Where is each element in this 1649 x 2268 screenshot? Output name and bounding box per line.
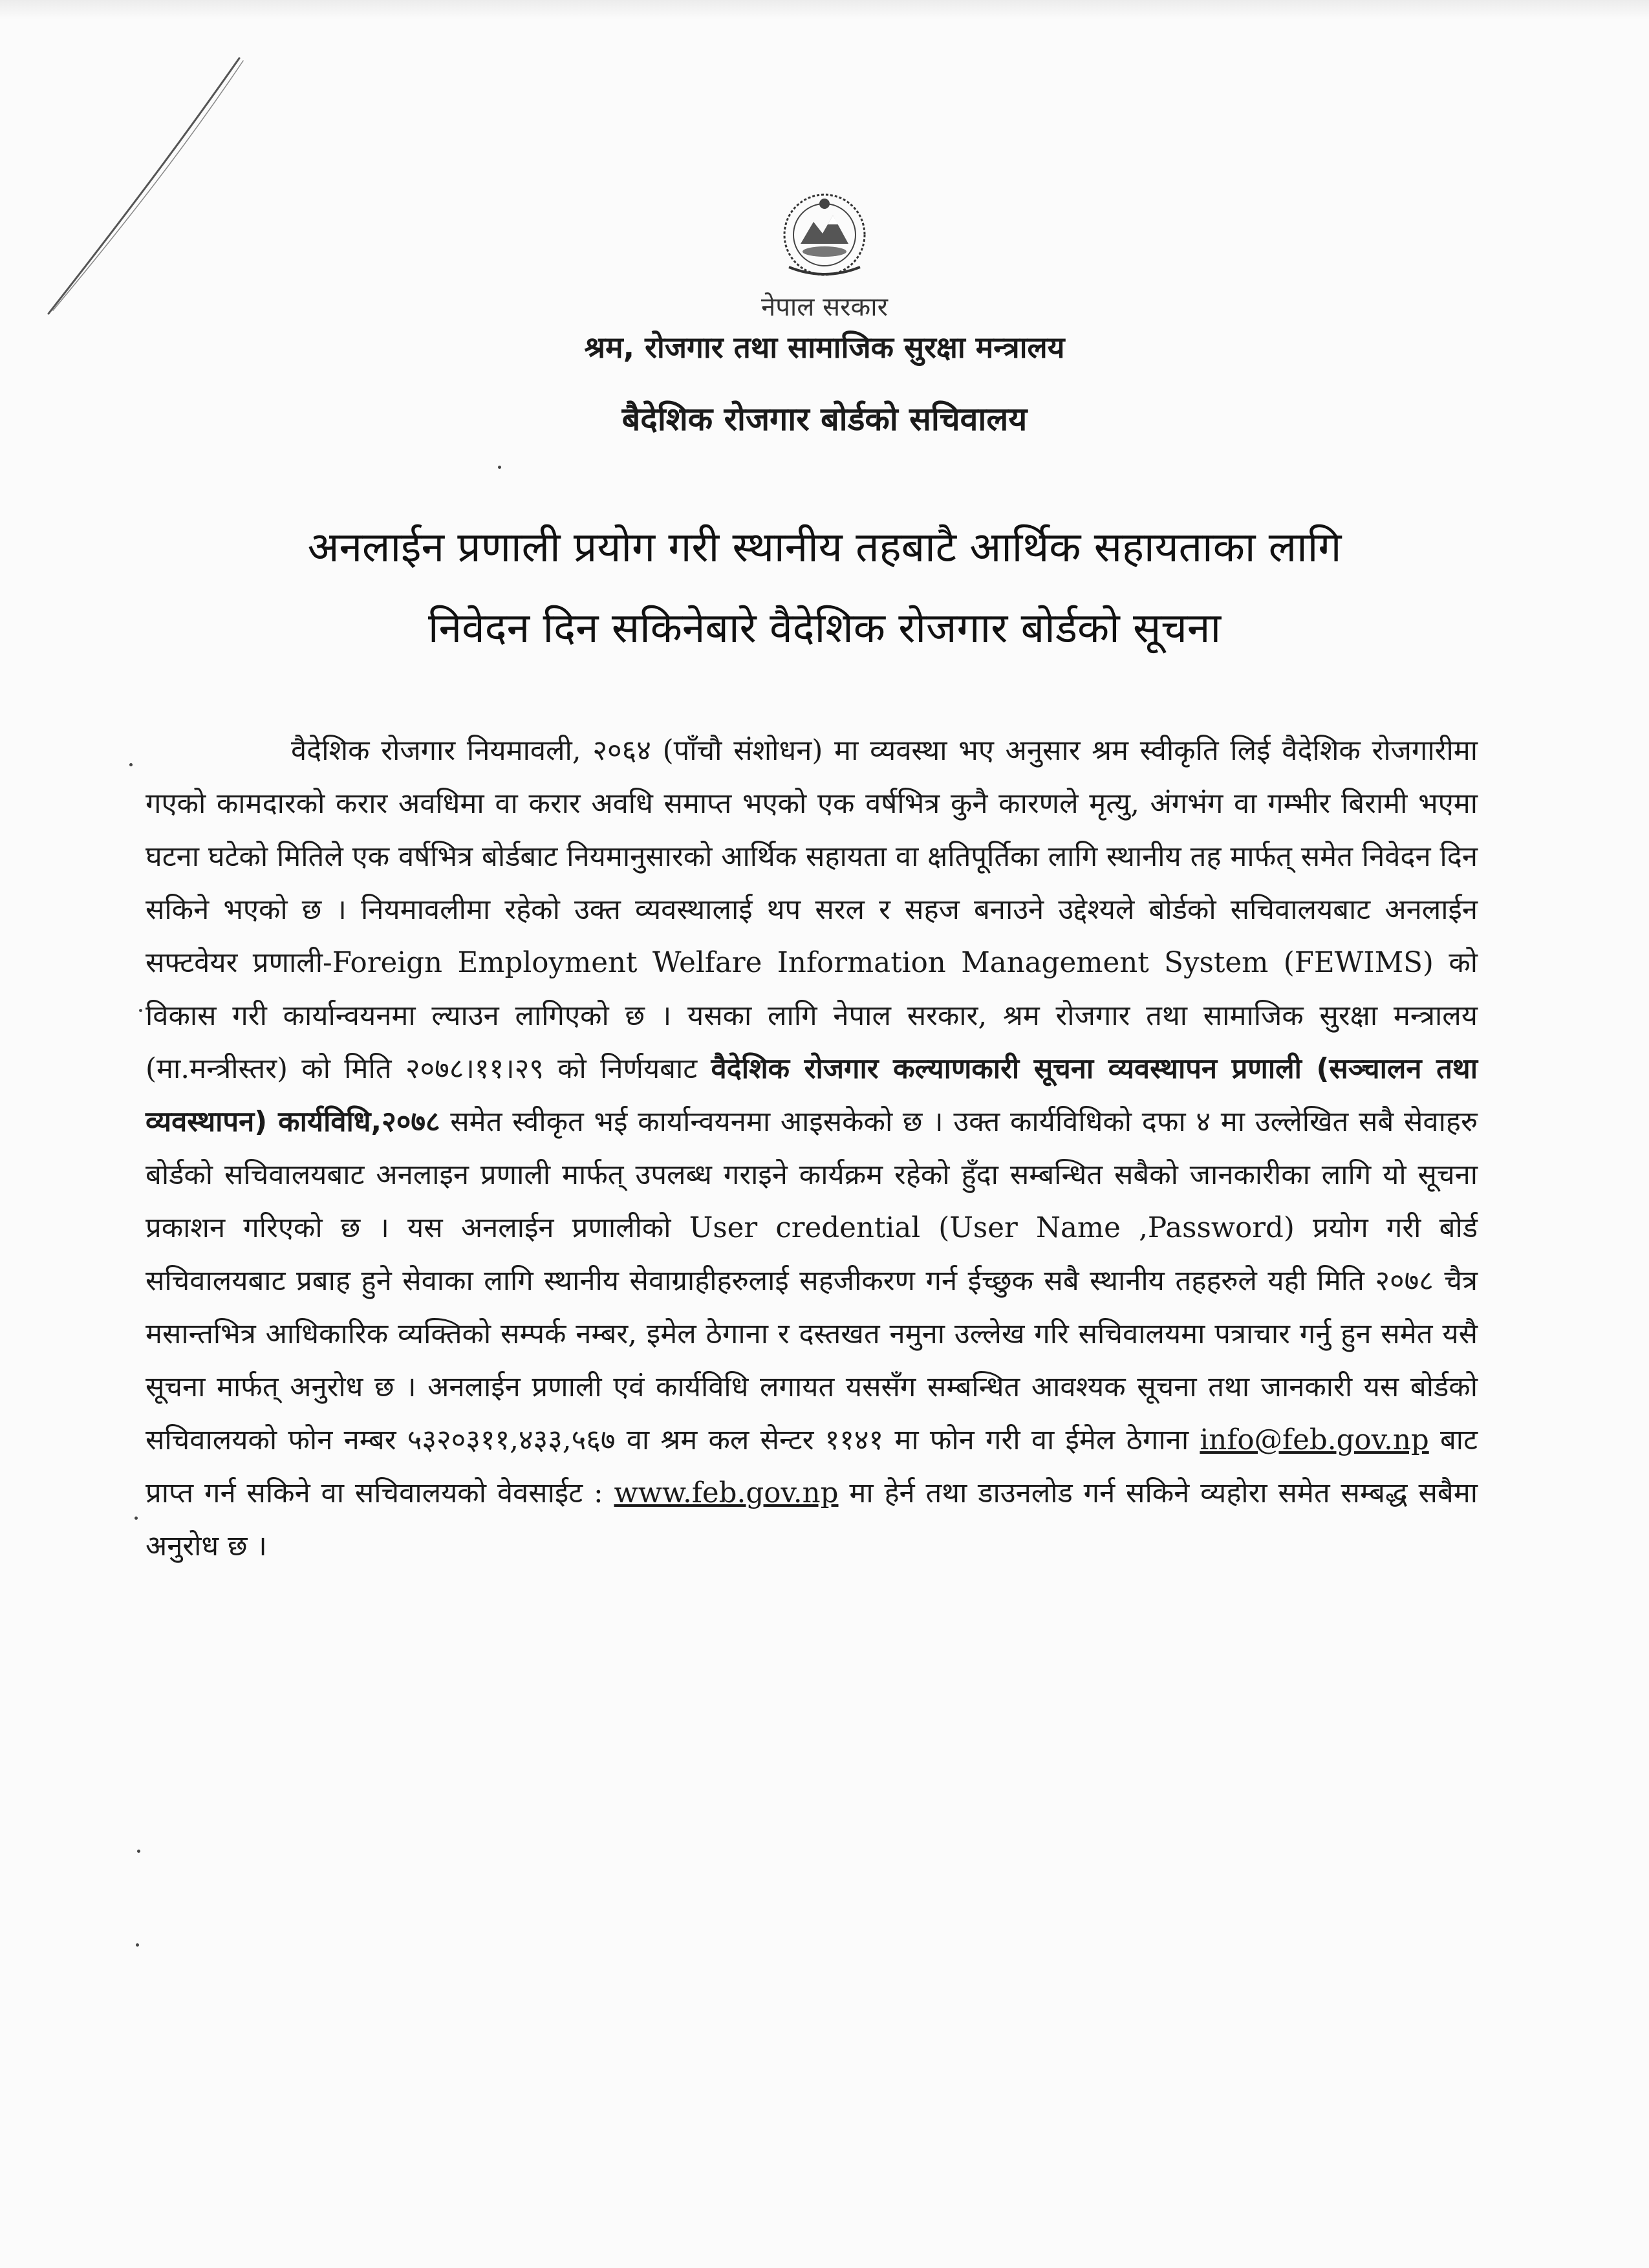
- body-closing: मा हेर्न तथा डाउनलोड गर्न सकिने व्यहोरा समेत सम्बद्ध सबैमा अनुरोध छ ।: [146, 1477, 1478, 1562]
- scan-speck: [129, 763, 133, 766]
- government-name: नेपाल सरकार: [761, 292, 888, 322]
- ministry-name: श्रम, रोजगार तथा सामाजिक सुरक्षा मन्त्रालय: [584, 330, 1065, 365]
- body-after-email: बाट प्राप्त गर्न सकिने वा सचिवालयको वेवसाईट :: [146, 1424, 1478, 1509]
- body-intro: वैदेशिक रोजगार नियमावली, २०६४ (पाँचौ संशोधन) मा व्यवस्था भए अनुसार श्रम स्वीकृति लिई वैदेशिक रोजगारीमा गएको कामदारको करार अवधिमा वा करार अवधि समाप्त भएको एक वर्षभित्र कुनै कारणले मृत्यु, अंगभंग वा गम्भीर बिरामी भएमा घटना घटेको मितिले एक वर्षभित्र बोर्डबाट नियमानुसारको आर्थिक सहायता वा क्षतिपूर्तिका लागि स्थानीय तह मार्फत् समेत निवेदन दिन सकिने भएको छ । नियमावलीमा रहेको उक्त व्यवस्थालाई थप सरल र सहज बनाउने उद्देश्यले बोर्डको सचिवालयबाट अनलाईन सफ्टवेयर प्रणाली-Foreign Employment Welfare Information Management System (FEWIMS) को विकास गरी कार्यान्वयनमा ल्याउन लागिएको छ । यसका लागि नेपाल सरकार, श्रम रोजगार तथा सामाजिक सुरक्षा मन्त्रालय (मा.मन्त्रीस्तर) को मिति २०७८।११।२९ को निर्णयबाट: [146, 735, 1478, 1085]
- notice-title-line-2: निवेदन दिन सकिनेबारे वैदेशिक रोजगार बोर्डको सूचना: [427, 605, 1222, 653]
- scan-speck: [139, 1009, 142, 1012]
- pen-stroke-mark: [39, 52, 285, 323]
- email-link[interactable]: info@feb.gov.np: [1200, 1424, 1429, 1456]
- website-link[interactable]: www.feb.gov.np: [614, 1477, 839, 1509]
- notice-title-line-1: अनलाईन प्रणाली प्रयोग गरी स्थानीय तहबाटै आर्थिक सहायताका लागि: [307, 524, 1342, 572]
- scan-speck: [498, 466, 501, 469]
- scan-speck: [137, 1850, 140, 1853]
- nepal-emblem-icon: [776, 184, 873, 281]
- secretariat-name: बैदेशिक रोजगार बोर्डको सचिवालय: [621, 400, 1028, 438]
- body-middle: समेत स्वीकृत भई कार्यान्वयनमा आइसकेको छ । उक्त कार्यविधिको दफा ४ मा उल्लेखित सबै सेवाहरु बोर्डको सचिवालयबाट अनलाइन प्रणाली मार्फत् उपलब्ध गराइने कार्यक्रम रहेको हुँदा सम्बन्धित सबैको जानकारीका लागि यो सूचना प्रकाशन गरिएको छ । यस अनलाईन प्रणालीको User credential (User Name ,Password) प्रयोग गरी बोर्ड सचिवालयबाट प्रबाह हुने सेवाका लागि स्थानीय सेवाग्राहीहरुलाई सहजीकरण गर्न ईच्छुक सबै स्थानीय तहहरुले यही मिति २०७८ चैत्र मसान्तभित्र आधिकारिक व्यक्तिको सम्पर्क नम्बर, इमेल ठेगाना र दस्तखत नमुना उल्लेख गरि सचिवालयमा पत्राचार गर्नु हुन समेत यसै सूचना मार्फत् अनुरोध छ । अनलाईन प्रणाली एवं कार्यविधि लगायत यससँग सम्बन्धित आवश्यक सूचना तथा जानकारी यस बोर्डको सचिवालयको फोन नम्बर ५३२०३११,४३३,५६७ वा श्रम कल सेन्टर ११४१ मा फोन गरी वा ईमेल ठेगाना: [146, 1106, 1478, 1456]
- scan-edge: [0, 0, 1649, 19]
- procedure-name: वैदेशिक रोजगार कल्याणकारी सूचना व्यवस्थापन प्रणाली (सञ्चालन तथा व्यवस्थापन) कार्यविधि,२०७८: [146, 1053, 1478, 1138]
- notice-body: [146, 724, 1478, 1573]
- scan-speck: [136, 1943, 139, 1947]
- scan-speck: [135, 1517, 138, 1520]
